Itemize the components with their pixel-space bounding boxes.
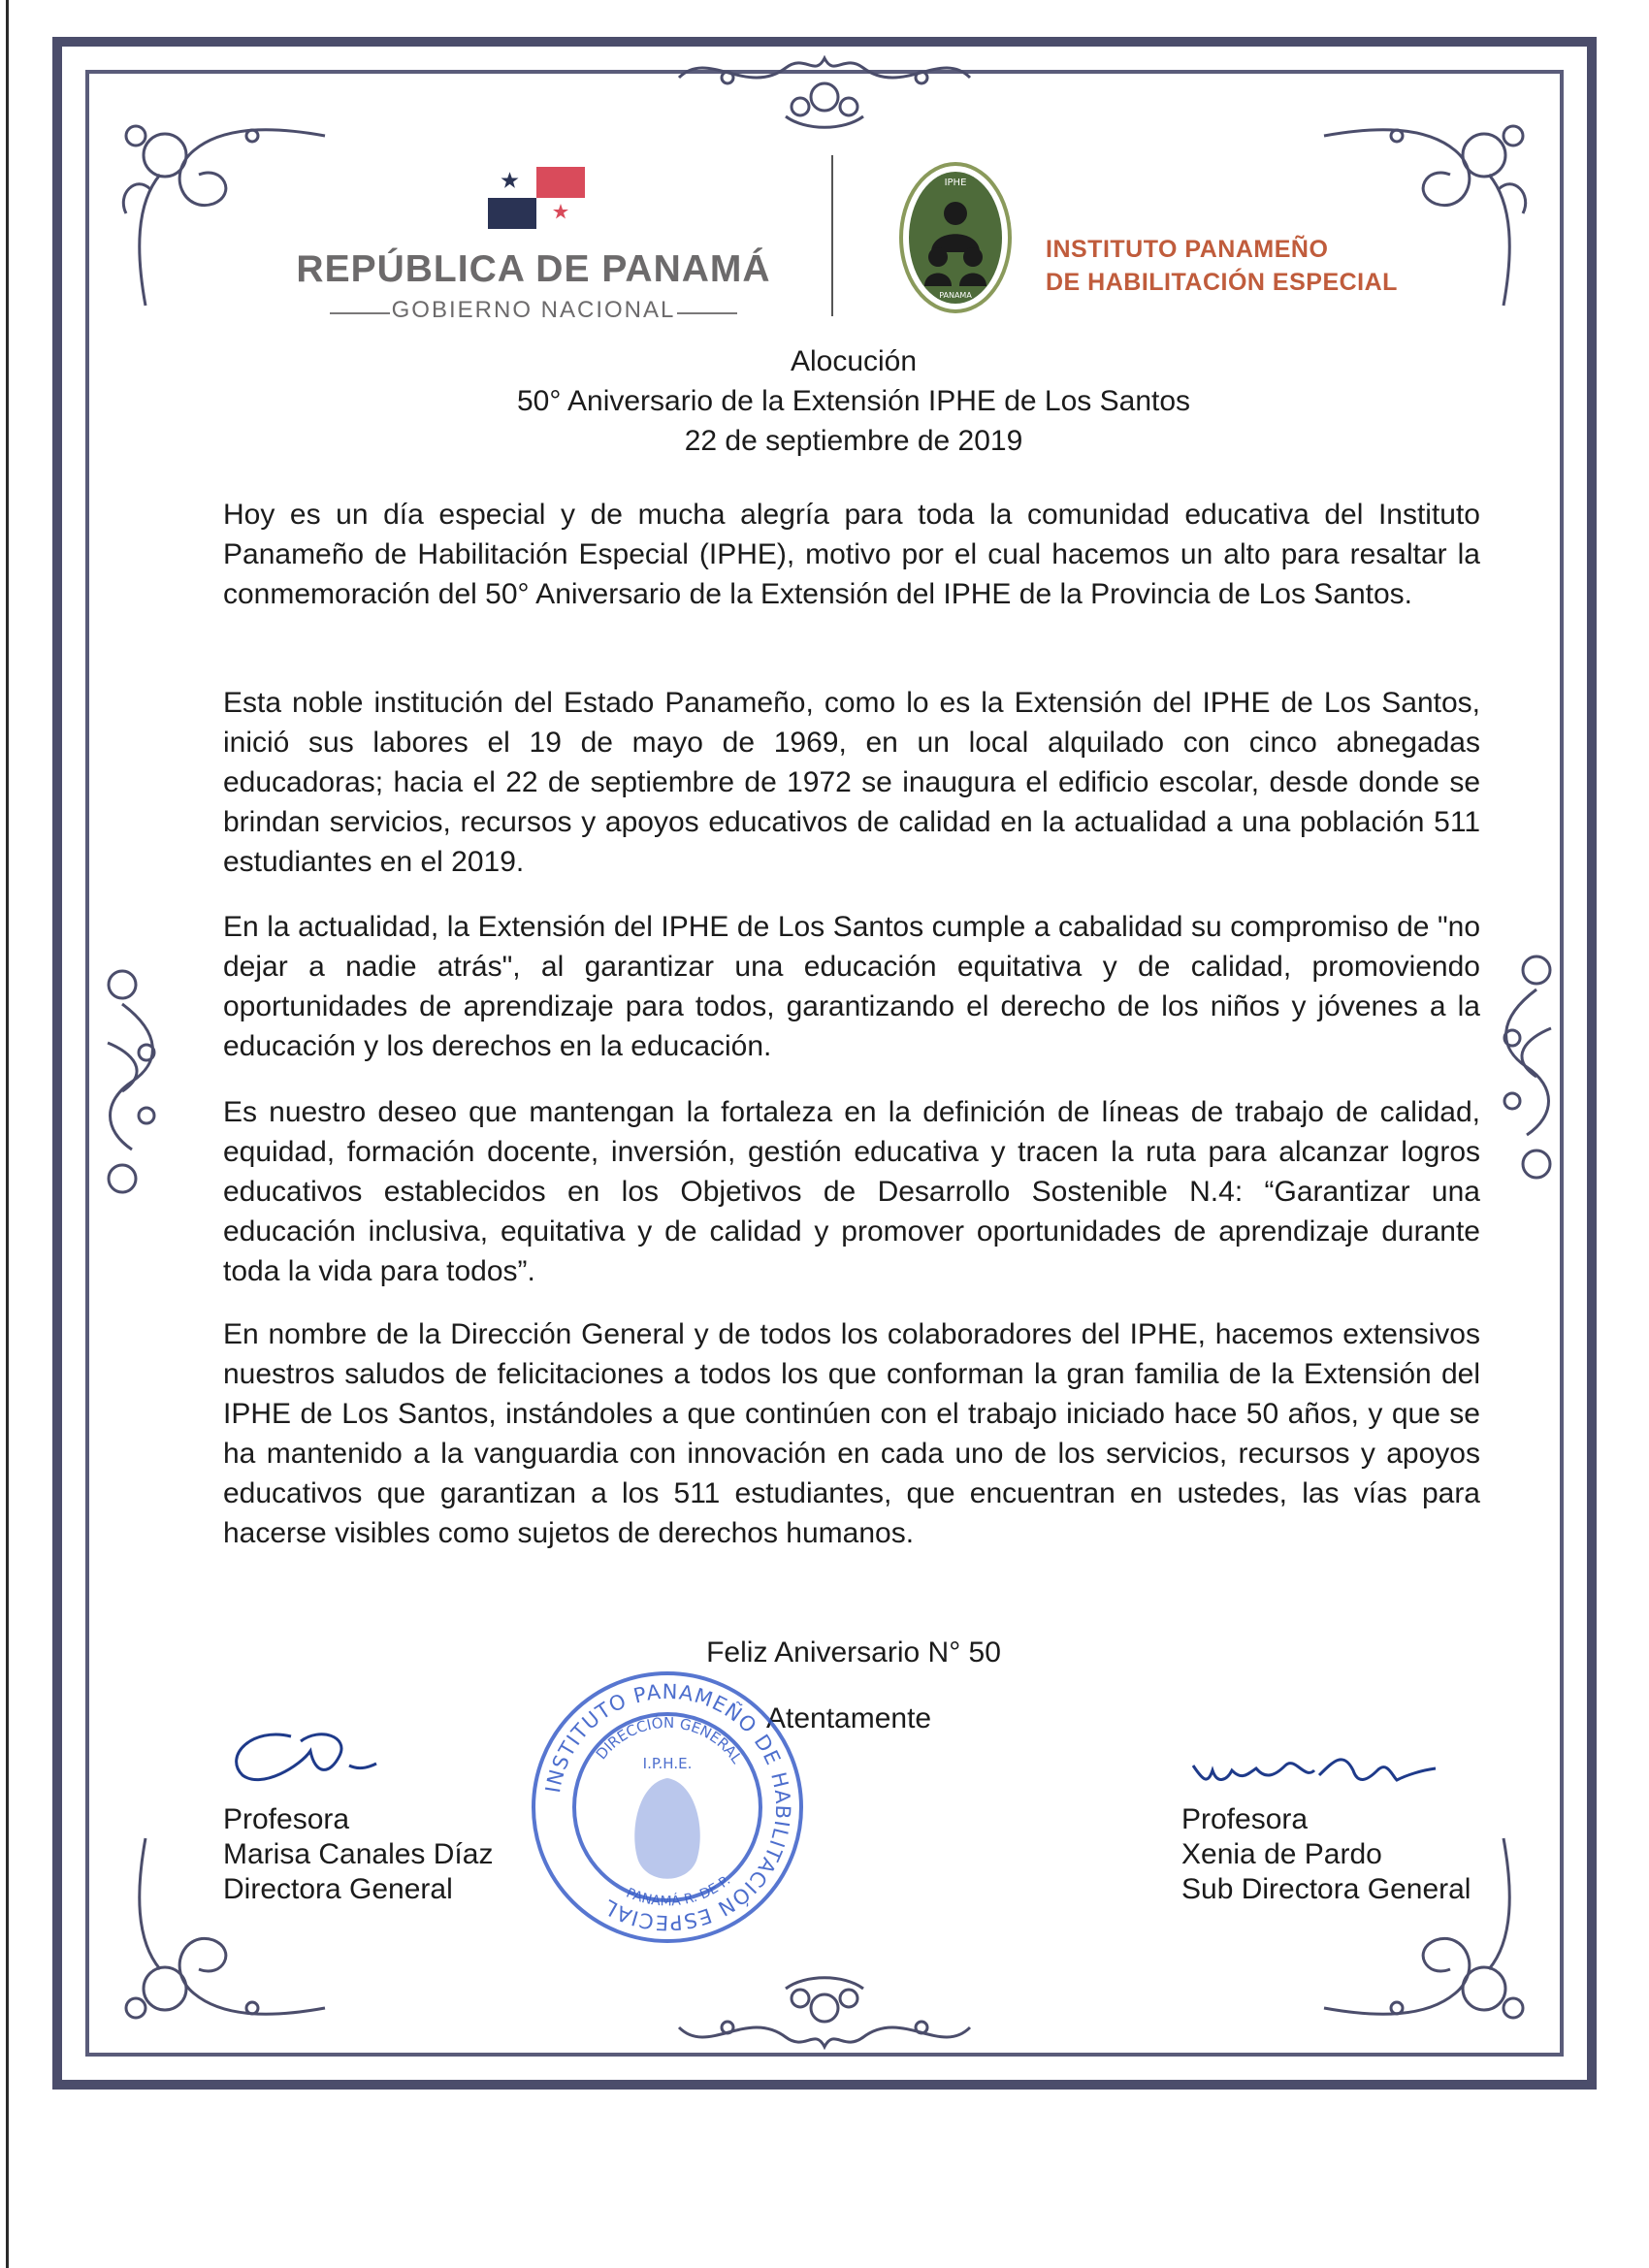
left-side-ornament (93, 956, 180, 1208)
body-paragraph-2: Esta noble institución del Estado Panameño, como lo es la Extensión del IPHE de Los Santos, inició sus labores el 19 de mayo de 1969, en un local alquilado con cinco abnegadas educadoras; hacia el 22 de septiembre de 1972 se inaugura el edificio escolar, desde donde se brindan servicios, recursos y apoyos educativos de calidad en la actualidad a una población 511 estudiantes en el 2019. (223, 687, 1480, 878)
top-center-ornament (669, 39, 980, 136)
signatory-left (223, 1802, 493, 1907)
seal-bottom-text: PANAMÁ R. DE P. (624, 1872, 734, 1910)
government-subtitle: GOBIERNO NACIONAL (391, 297, 676, 323)
title-line-2: 50° Aniversario de la Extensión IPHE de Los Santos (516, 385, 1191, 417)
closing-line: Feliz Aniversario N° 50 (706, 1636, 1001, 1669)
valediction: Atentamente (766, 1702, 932, 1734)
signatory-right-role: Sub Directora General (1181, 1873, 1471, 1905)
country-title: REPÚBLICA DE PANAMÁ (296, 248, 771, 290)
signatory-left-title: Profesora (223, 1803, 350, 1835)
signatory-right-title: Profesora (1181, 1803, 1309, 1835)
panama-flag-logo (488, 167, 585, 234)
scan-edge-line (6, 0, 9, 2268)
logo-top-text: IPHE (944, 178, 967, 188)
institute-name-line1: INSTITUTO PANAMEÑO (1046, 236, 1329, 263)
title-line-1: Alocución (790, 345, 918, 377)
document-title (291, 341, 1416, 461)
subtitle-rule-right (677, 312, 737, 314)
iphe-logo (897, 160, 1014, 320)
logo-bottom-text: PANAMA (939, 291, 972, 300)
body-paragraph-1: Hoy es un día especial y de mucha alegría para toda la comunidad educativa del Instituto Panameño de Habilitación Especial (IPHE), motivo por el cual hacemos un alto para resaltar la conmemoración del 50° Aniversario de la Extensión del IPHE de la Provincia de Los Santos. (223, 499, 1480, 610)
title-line-3: 22 de septiembre de 2019 (684, 425, 1023, 457)
body-paragraph-5: En nombre de la Dirección General y de todos los colaboradores del IPHE, hacemos extensivos nuestros saludos de felicitaciones a todos los que conforman la gran familia de la Extensión del IPHE de Los Santos, instándoles a que continúen con el trabajo iniciado hace 50 años, y que se ha mantenido a la vanguardia con innovación en cada uno de los servicios, recursos y apoyos educativos que garantizan a los 511 estudiantes, que encuentran en ustedes, las vías para hacerse visibles como sujetos de derechos humanos. (223, 1318, 1480, 1549)
subtitle-rule-left (330, 312, 390, 314)
institute-name-line2: DE HABILITACIÓN ESPECIAL (1046, 269, 1398, 296)
bottom-center-ornament (669, 1969, 980, 2066)
institute-name (1046, 233, 1453, 299)
header-divider (831, 155, 833, 316)
right-side-ornament (1478, 941, 1566, 1193)
seal-outer-text: INSTITUTO PANAMEÑO DE HABILITACIÓN ESPECIAL (541, 1679, 795, 1935)
signatory-right (1181, 1802, 1471, 1907)
signatory-left-name: Marisa Canales Díaz (223, 1838, 494, 1870)
body-paragraph-4: Es nuestro deseo que mantengan la fortaleza en la definición de líneas de trabajo de calidad, equidad, formación docente, inversión, gestión educativa y tracen la ruta para alcanzar logros educativos establecidos en los Objetivos de Desarrollo Sostenible N.4: “Garantizar una educación inclusiva, equitativa y de calidad y promover oportunidades de aprendizaje durante toda la vida para todos”. (223, 1096, 1480, 1287)
signatory-left-role: Directora General (223, 1873, 453, 1905)
seal-inner-text: DIRECCIÓN GENERAL (592, 1713, 746, 1767)
seal-center-text: I.P.H.E. (642, 1755, 693, 1772)
official-seal (527, 1667, 808, 1953)
body-paragraph-3: En la actualidad, la Extensión del IPHE de Los Santos cumple a cabalidad su compromiso de "no dejar a nadie atrás", al garantizar una educación equitativa y de calidad, promoviendo oportunidades de aprendizaje para todos, garantizando el derecho de los niños y jóvenes a la educación y los derechos en la educación. (223, 911, 1480, 1062)
signatory-right-name: Xenia de Pardo (1181, 1838, 1382, 1870)
signature-left (213, 1717, 388, 1809)
government-subtitle-row (330, 297, 737, 330)
